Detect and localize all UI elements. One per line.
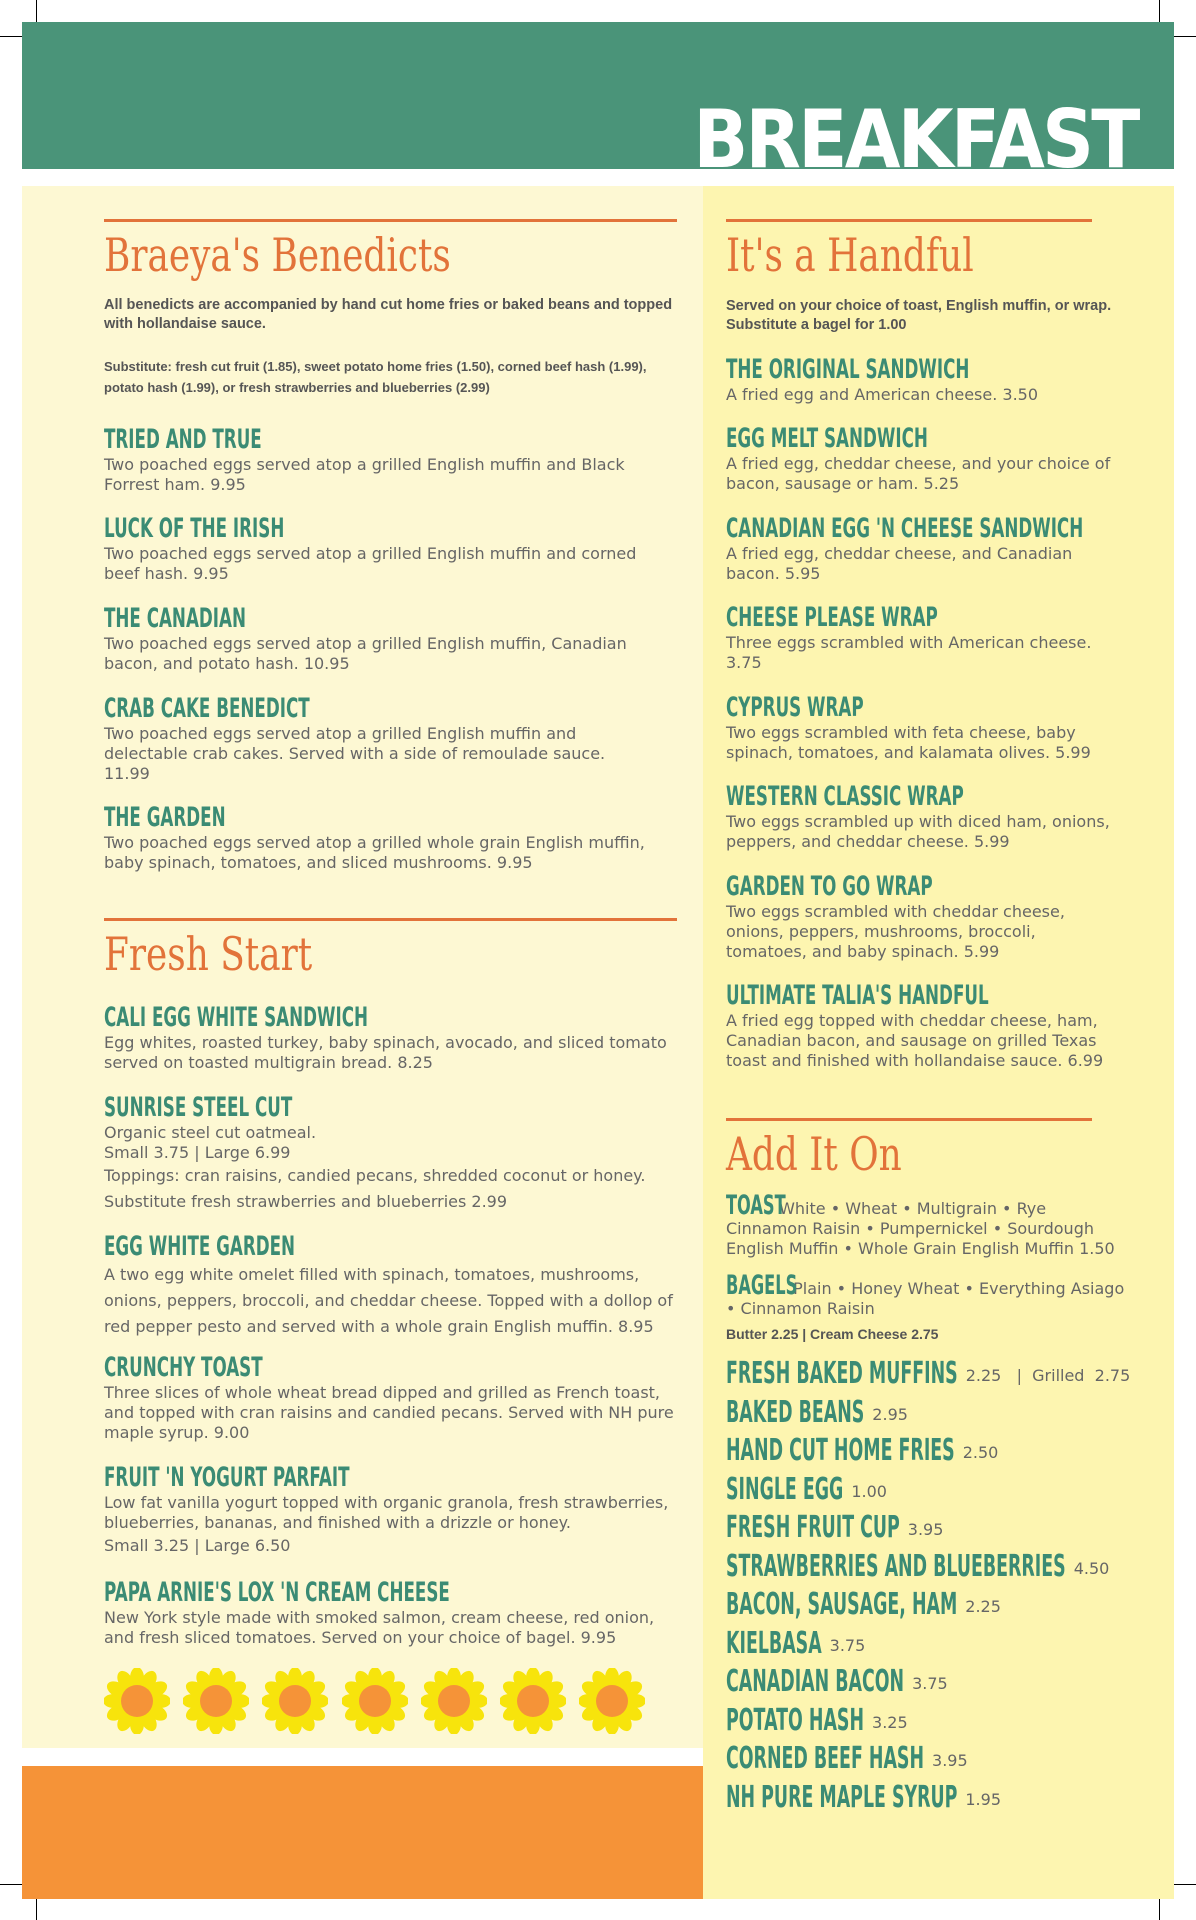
item-name: WESTERN CLASSIC WRAP <box>726 781 964 812</box>
addon-item <box>726 1781 1125 1817</box>
item-sizes: Small 3.25 | Large 6.50 <box>104 1536 291 1555</box>
item-description: A fried egg and American cheese. 3.50 <box>726 385 1039 404</box>
section-title-add-it-on: Add It On <box>726 1127 902 1181</box>
addon-item <box>726 1588 1125 1624</box>
page-title: BREAKFAST <box>693 93 1138 186</box>
item-name: EGG WHITE GARDEN <box>104 1231 296 1262</box>
addon-item-name: HAND CUT HOME FRIES <box>726 1433 955 1468</box>
section-title-fresh-start: Fresh Start <box>104 927 313 981</box>
addon-item <box>726 1704 964 1740</box>
menu-item <box>726 424 1126 494</box>
menu-item <box>726 355 1146 405</box>
item-name: TRIED AND TRUE <box>104 424 262 455</box>
item-description: Two eggs scrambled with cheddar cheese, onions, peppers, mushrooms, broccoli, tomatoes, and baby spinach. 5.99 <box>726 902 1065 961</box>
addon-toast-line <box>726 1190 1126 1259</box>
addon-bagel-extras: Butter 2.25 | Cream Cheese 2.75 <box>726 1326 939 1342</box>
section-rule <box>104 219 677 222</box>
addon-item-price: 2.25 <box>965 1597 1001 1616</box>
item-name: CALI EGG WHITE SANDWICH <box>104 1002 369 1033</box>
addon-item-price: 3.95 <box>907 1520 944 1539</box>
item-toppings: Toppings: cran raisins, candied pecans, shredded coconut or honey. <box>104 1166 646 1185</box>
sunflower-icon <box>183 1668 249 1734</box>
crop-mark <box>36 1898 37 1920</box>
addon-item-price: 3.25 <box>872 1712 908 1732</box>
menu-item <box>726 514 1106 584</box>
addon-item-name: STRAWBERRIES AND BLUEBERRIES <box>726 1548 1066 1584</box>
crop-mark <box>0 1884 22 1885</box>
orange-footer-block <box>22 1766 703 1899</box>
header-banner <box>22 22 1174 186</box>
item-name: CANADIAN EGG 'N CHEESE SANDWICH <box>726 513 1084 544</box>
menu-item <box>726 693 1126 763</box>
addon-name: TOAST <box>726 1190 786 1221</box>
item-substitute: Substitute fresh strawberries and blueberries 2.99 <box>104 1192 508 1211</box>
section-title-benedicts: Braeya's Benedicts <box>104 228 451 282</box>
item-description: Two poached eggs served atop a grilled English muffin and delectable crab cakes. Served with a side of remoulade sauce. 11.99 <box>104 724 606 783</box>
addon-item-name: CANADIAN BACON <box>726 1664 905 1699</box>
menu-item <box>104 1232 679 1340</box>
handful-note: Served on your choice of toast, English muffin, or wrap. Substitute a bagel for 1.00 <box>726 298 1112 333</box>
item-description: Two poached eggs served atop a grilled English muffin, Canadian bacon, and potato hash. 10.95 <box>104 634 627 673</box>
addon-item-name: NH PURE MAPLE SYRUP <box>726 1779 958 1815</box>
item-name: CYPRUS WRAP <box>726 692 864 723</box>
crop-mark <box>0 36 22 37</box>
section-rule <box>726 1118 1092 1121</box>
crop-mark <box>1159 1898 1160 1920</box>
item-description: Low fat vanilla yogurt topped with organic granola, fresh strawberries, blueberries, bananas, and finished with a drizzle or honey. <box>104 1493 669 1532</box>
menu-item <box>104 694 629 784</box>
addon-item-price: 1.00 <box>851 1481 887 1501</box>
item-description: A fried egg, cheddar cheese, and Canadian bacon. 5.95 <box>726 544 1073 583</box>
menu-item <box>104 803 674 873</box>
addon-item <box>726 1665 1033 1701</box>
menu-item <box>104 1578 674 1648</box>
addon-options: White • Wheat • Multigrain • Rye Cinnamon Raisin • Pumpernickel • Sourdough English Muffin • Whole Grain English Muffin 1.50 <box>726 1199 1115 1258</box>
crop-mark <box>1174 36 1196 37</box>
item-name: THE GARDEN <box>104 802 226 833</box>
item-description: Organic steel cut oatmeal. <box>104 1123 317 1142</box>
menu-item <box>726 981 1126 1071</box>
addon-bagels <box>726 1270 1126 1344</box>
item-name: LUCK OF THE IRISH <box>104 513 285 544</box>
item-description: New York style made with smoked salmon, cream cheese, red onion, and fresh sliced tomatoes. Served on your choice of bagel. 9.95 <box>104 1608 655 1647</box>
item-description: Two eggs scrambled up with diced ham, onions, peppers, and cheddar cheese. 5.99 <box>726 812 1110 851</box>
item-name: THE CANADIAN <box>104 603 246 634</box>
addon-item <box>726 1396 964 1432</box>
item-name: CRAB CAKE BENEDICT <box>104 693 310 724</box>
crop-mark <box>36 0 37 22</box>
benedicts-substitute-note: Substitute: fresh cut fruit (1.85), sweet potato home fries (1.50), corned beef hash (1.99), potato hash (1.99), or fresh strawberries and blueberries (2.99) <box>104 359 647 395</box>
addon-item <box>726 1627 891 1663</box>
item-description: Two poached eggs served atop a grilled whole grain English muffin, baby spinach, tomatoes, and sliced mushrooms. 9.95 <box>104 833 645 872</box>
addon-item-name: POTATO HASH <box>726 1702 865 1738</box>
item-description: Three slices of whole wheat bread dipped and grilled as French toast, and topped with cran raisins and candied pecans. Served with NH pure maple syrup. 9.00 <box>104 1383 674 1442</box>
sunflower-row <box>104 1668 664 1738</box>
menu-item <box>104 604 674 674</box>
addon-item-price: 3.95 <box>932 1751 968 1770</box>
sunflower-icon <box>500 1668 566 1734</box>
benedicts-note: All benedicts are accompanied by hand cut home fries or baked beans and topped with hollandaise sauce. <box>104 297 673 332</box>
addon-item <box>726 1742 1067 1778</box>
addon-item <box>726 1511 1026 1547</box>
menu-item <box>726 872 1106 962</box>
addon-item <box>726 1473 928 1509</box>
item-description: A fried egg topped with cheddar cheese, ham, Canadian bacon, and sausage on grilled Texas toast and finished with hollandaise sauce. 6.99 <box>726 1011 1104 1070</box>
item-description: A two egg white omelet filled with spinach, tomatoes, mushrooms, onions, peppers, broccoli, and cheddar cheese. Topped with a dollop of red pepper pesto and served with a whole grain English muffin. 8.95 <box>104 1265 673 1336</box>
crop-mark <box>1159 0 1160 22</box>
menu-item <box>104 1093 679 1215</box>
item-description: Two eggs scrambled with feta cheese, baby spinach, tomatoes, and kalamata olives. 5.99 <box>726 723 1091 762</box>
menu-item <box>726 603 1126 673</box>
addon-item-price: 2.95 <box>872 1404 908 1424</box>
item-description: Two poached eggs served atop a grilled English muffin and Black Forrest ham. 9.95 <box>104 455 625 494</box>
menu-item <box>104 425 674 495</box>
item-name: PAPA ARNIE'S LOX 'N CREAM CHEESE <box>104 1577 450 1608</box>
addon-item <box>726 1434 1120 1470</box>
addon-options: Plain • Honey Wheat • Everything Asiago • Cinnamon Raisin <box>726 1279 1125 1318</box>
section-rule <box>726 219 1092 222</box>
addon-name: BAGELS <box>726 1270 798 1301</box>
sunflower-icon <box>262 1668 328 1734</box>
addon-item-name: BAKED BEANS <box>726 1394 865 1430</box>
addon-item <box>726 1550 1196 1586</box>
addon-item-name: FRESH FRUIT CUP <box>726 1510 900 1545</box>
item-description: Egg whites, roasted turkey, baby spinach, avocado, and sliced tomato served on toasted multigrain bread. 8.25 <box>104 1033 667 1072</box>
addon-item-price: 2.50 <box>962 1443 999 1462</box>
menu-item <box>104 514 674 584</box>
addon-toast <box>726 1190 1126 1259</box>
addon-item-name: BACON, SAUSAGE, HAM <box>726 1587 958 1622</box>
addon-item-price: 2.25 | Grilled 2.75 <box>965 1366 1131 1385</box>
sunflower-icon <box>342 1668 408 1734</box>
addon-item-price: 3.75 <box>912 1674 948 1693</box>
section-title-handful: It's a Handful <box>726 228 974 282</box>
sunflower-icon <box>579 1668 645 1734</box>
item-name: THE ORIGINAL SANDWICH <box>726 354 970 385</box>
addon-item-price: 1.95 <box>965 1789 1001 1809</box>
addon-item-price: 3.75 <box>829 1635 866 1655</box>
addon-item-name: KIELBASA <box>726 1625 822 1661</box>
item-description: Two poached eggs served atop a grilled English muffin and corned beef hash. 9.95 <box>104 544 637 583</box>
item-name: GARDEN TO GO WRAP <box>726 871 933 902</box>
crop-mark <box>1174 1884 1196 1885</box>
addon-item-name: SINGLE EGG <box>726 1471 844 1507</box>
menu-item <box>104 1353 674 1443</box>
menu-item <box>104 1003 674 1073</box>
addon-item <box>726 1356 1131 1393</box>
addon-item-name: FRESH BAKED MUFFINS <box>726 1356 958 1391</box>
menu-item <box>104 1463 679 1559</box>
item-name: FRUIT 'N YOGURT PARFAIT <box>104 1462 350 1493</box>
item-name: CHEESE PLEASE WRAP <box>726 602 938 633</box>
item-name: CRUNCHY TOAST <box>104 1352 263 1383</box>
item-description: Three eggs scrambled with American cheese. 3.75 <box>726 633 1092 672</box>
addon-bagels-line <box>726 1270 1126 1319</box>
item-name: SUNRISE STEEL CUT <box>104 1092 293 1123</box>
addon-item-price: 4.50 <box>1073 1558 1110 1578</box>
sunflower-icon <box>104 1668 170 1734</box>
section-rule <box>104 918 677 921</box>
item-description: A fried egg, cheddar cheese, and your choice of bacon, sausage or ham. 5.25 <box>726 454 1111 493</box>
item-sizes: Small 3.75 | Large 6.99 <box>104 1143 291 1162</box>
sunflower-icon <box>421 1668 487 1734</box>
addon-item-name: CORNED BEEF HASH <box>726 1741 925 1776</box>
item-name: ULTIMATE TALIA'S HANDFUL <box>726 980 989 1011</box>
item-name: EGG MELT SANDWICH <box>726 423 928 454</box>
menu-item <box>726 782 1146 852</box>
